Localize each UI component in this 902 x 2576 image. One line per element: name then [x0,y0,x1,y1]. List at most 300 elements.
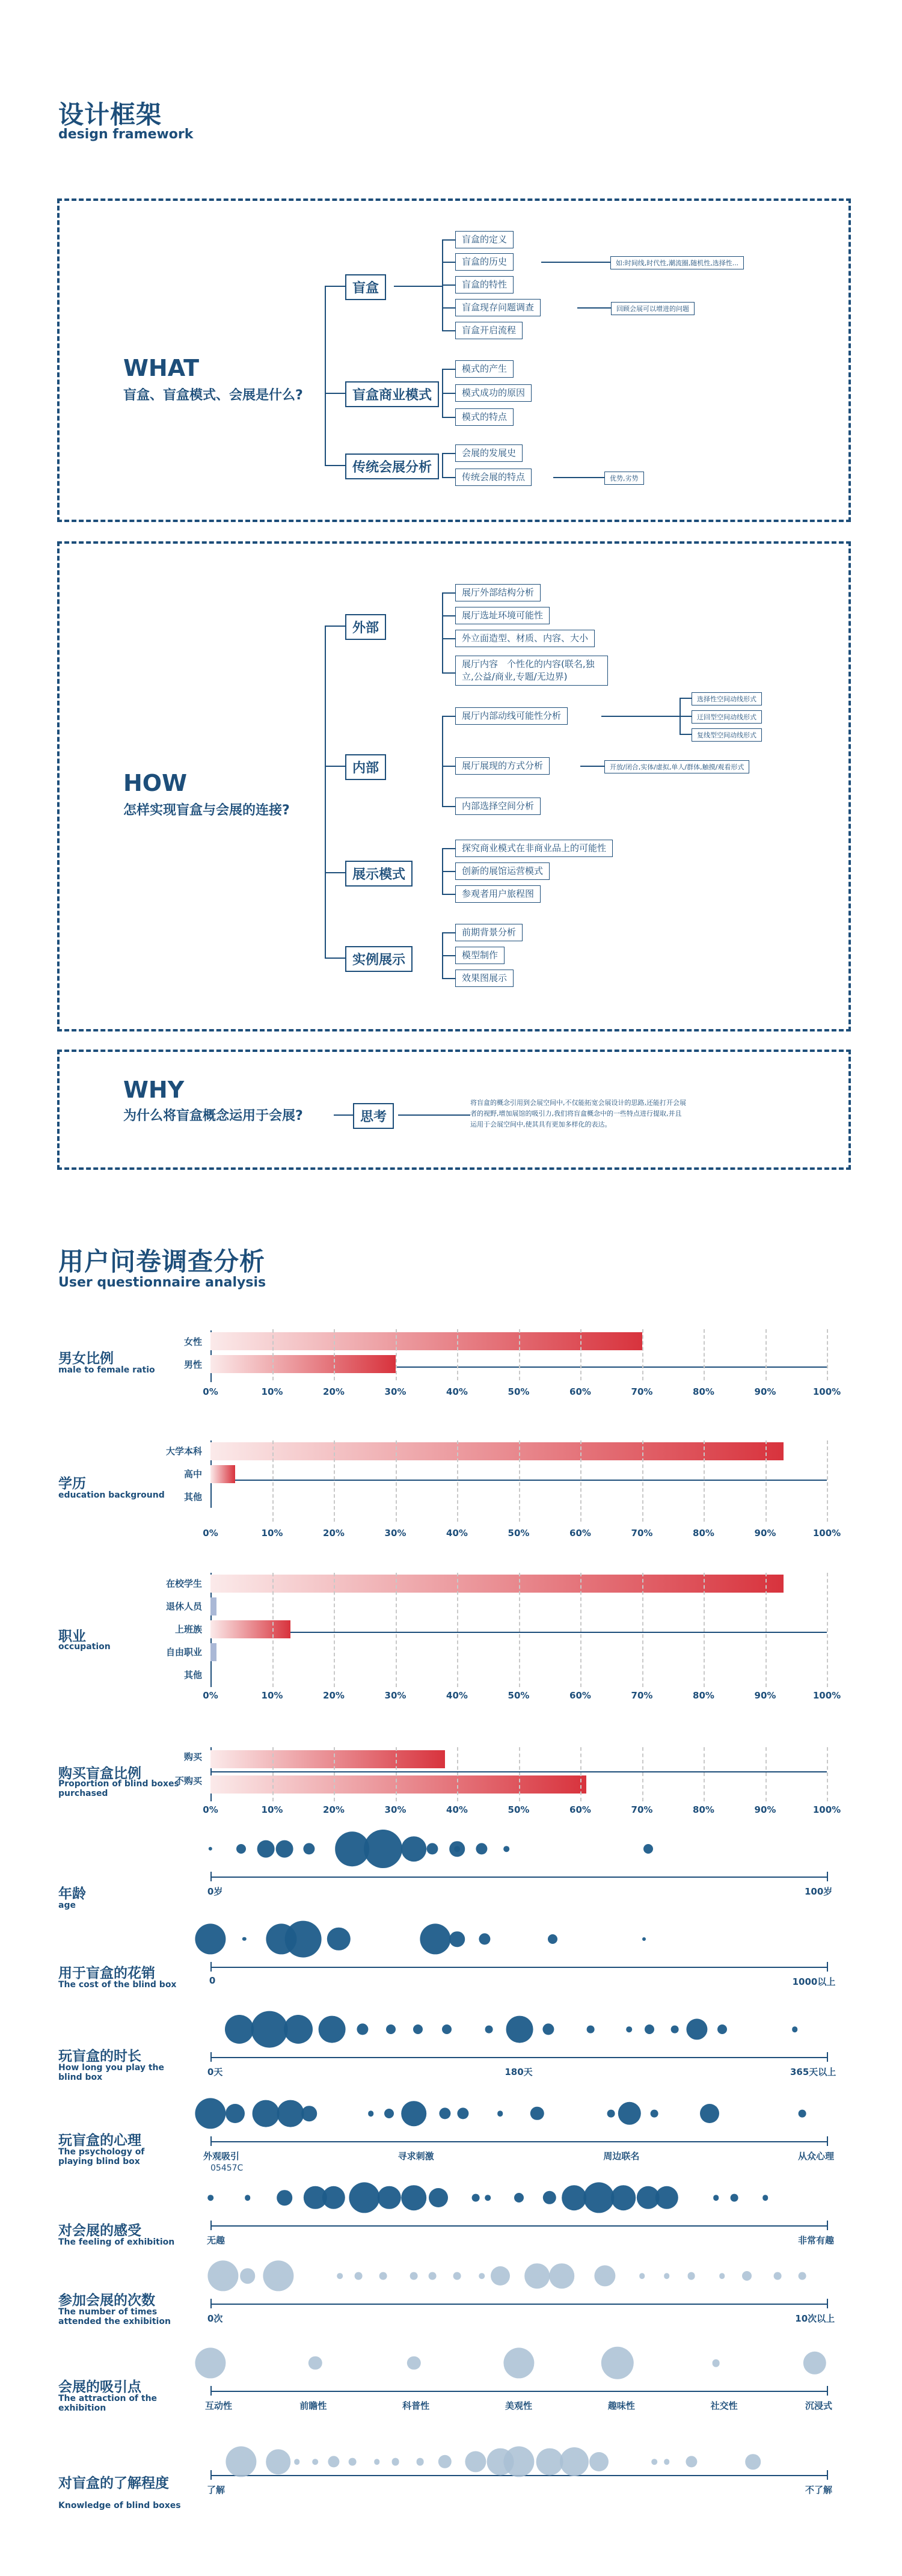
bubble-point [225,2015,254,2044]
grid-line [580,1440,581,1522]
axis-tick [827,2221,828,2230]
bubble-point [374,2459,380,2465]
bubble-point [686,2018,707,2040]
how-group-display-mode: 展示模式 [345,861,413,887]
bubble-point [642,1937,646,1941]
tree-line [442,672,455,674]
bubble-point [560,2447,589,2476]
tick-label: 40% [446,1528,468,1539]
bubble-point [651,2110,658,2118]
what-item: 模式成功的原因 [455,384,532,402]
grid-line [827,1440,828,1522]
tick-label: 100% [812,1690,841,1701]
bubble-point [209,1847,212,1851]
tick-label: 100% [812,1386,841,1397]
grid-line [704,1440,705,1522]
how-dynamic-item: 复线型空间动线形式 [692,728,762,742]
bubble-point [257,1840,275,1858]
grid-line [272,1747,274,1801]
tick-label: 70% [631,1386,653,1397]
chart-title: 职业 [58,1629,86,1644]
grid-line [580,1747,581,1801]
grid-line [642,1747,643,1801]
bubble-point [236,1844,246,1854]
tick-label: 0% [203,1386,218,1397]
how-item: 展厅内部动线可能性分析 [455,707,568,725]
x-axis [210,2141,827,2142]
tree-line [442,369,455,370]
tree-line [442,239,455,241]
x-axis [210,1877,827,1878]
tree-line [442,592,443,674]
how-display-note: 开放/闭合,实体/虚拟,单人/群体,触摸/观看形式 [604,760,749,773]
bubble-point [485,2195,491,2201]
bar-category: 不购买 [174,1775,202,1786]
bubble-point [713,2195,719,2201]
bar [210,1465,235,1483]
axis-tick [210,2221,212,2230]
grid-line [334,1747,335,1801]
how-item: 探究商业模式在非商业品上的可能性 [455,840,613,857]
chart-title: 学历 [58,1476,86,1492]
bubble-point [195,2098,226,2129]
tick-label: 40% [446,1386,468,1397]
bubble-point [384,2109,394,2118]
what-item: 盲盒开启流程 [455,322,523,339]
axis-label: 不了解 [805,2485,833,2495]
tree-line [442,453,443,477]
bubble-point [536,2448,563,2476]
tree-line [680,734,692,735]
how-item: 展厅内容 个性化的内容(联名,独立,公益/商业,专题/无边界) [455,656,608,686]
what-note: 如:时间线,时代性,潮流圈,随机性,选择性... [610,256,744,269]
bubble-point [386,2024,396,2034]
bubble-point [458,2107,469,2119]
bar [210,1597,216,1615]
bubble-point [294,2459,300,2465]
tick-label: 60% [569,1690,591,1701]
tree-line [325,465,345,466]
axis-tick [827,2299,828,2308]
grid-line [396,1440,397,1522]
tree-line [442,871,455,872]
tree-line [442,592,455,594]
bar-category: 其他 [183,1492,202,1502]
grid-line [580,1329,581,1380]
what-subtitle: 盲盒、盲盒模式、会展是什么? [123,388,303,403]
bar [210,1620,290,1638]
chart-subtitle: age [58,1901,76,1910]
bubble-point [416,2458,424,2466]
grid-line [334,1573,335,1687]
bubble-point [548,1934,557,1944]
tree-line [601,716,680,717]
tick-label: 0% [203,1690,218,1701]
bubble-point [401,1836,426,1861]
bubble-point [349,2182,380,2213]
bubble-point [542,2023,554,2035]
bubble-point [799,2110,806,2118]
tree-line [442,716,455,717]
tree-line [442,716,443,806]
chart-title: 男女比例 [58,1351,114,1366]
chart-title: 玩盲盒的时长 [58,2049,141,2064]
bubble-point [471,2194,479,2202]
axis-label: 互动性 [204,2400,233,2411]
how-item: 效果图展示 [455,970,514,987]
bubble-point [429,2272,437,2280]
tick-label: 70% [631,1528,653,1539]
bubble-point [497,2110,503,2116]
bubble-point [410,2272,418,2280]
how-dynamic-item: 选择性空间动线形式 [692,692,762,705]
tree-line [442,955,455,956]
axis-label: 10次以上 [795,2313,835,2324]
tick-label: 90% [754,1690,776,1701]
bubble-point [799,2272,806,2280]
tree-line [325,626,326,958]
bubble-point [438,2455,451,2468]
bubble-point [319,2016,346,2043]
bubble-point [491,2266,510,2286]
what-item: 会展的发展史 [455,444,523,462]
bubble-point [506,2016,533,2043]
bubble-point [301,2106,317,2121]
tree-line [394,286,442,287]
bubble-point [277,2100,304,2127]
tree-line [442,615,455,616]
grid-line [396,1573,397,1687]
what-note: 回顾会展可以增进的问题 [611,302,695,315]
axis-label: 外观吸引 [203,2151,240,2162]
axis-tick [827,1872,828,1881]
tree-line [541,262,610,263]
bubble-point [449,1931,465,1947]
bubble-point [503,2446,534,2477]
x-axis [210,2391,827,2392]
bar [210,1575,784,1593]
bubble-point [449,1841,465,1857]
tick-label: 20% [323,1528,345,1539]
bubble-point [266,2449,291,2474]
bubble-point [242,1937,246,1941]
tree-line [334,1114,353,1116]
how-group-interior: 内部 [345,754,386,780]
bubble-point [328,2456,339,2467]
bar [210,1775,586,1794]
bubble-point [762,2195,769,2201]
how-item: 展厅外部结构分析 [455,584,541,601]
x-axis [210,1967,827,1968]
grid-line [704,1329,705,1380]
grid-line [519,1747,520,1801]
tick-label: 90% [754,1528,776,1539]
grid-line [519,1573,520,1687]
what-item: 盲盒现存问题调查 [455,299,541,316]
tree-line [442,766,455,767]
axis-tick [827,2386,828,2396]
what-group-business-model: 盲盒商业模式 [345,381,439,407]
bubble-point [453,2272,461,2280]
bubble-point [803,2352,826,2375]
tree-line [325,286,345,287]
axis-label: 周边联名 [603,2151,640,2162]
axis-label: 前瞻性 [299,2400,327,2411]
tree-line [577,307,611,309]
bubble-point [195,2347,226,2378]
bar-category: 男性 [183,1359,202,1370]
chart-title: 会展的吸引点 [58,2379,141,2395]
grid-line [457,1329,458,1380]
chart-subtitle: Proportion of blind boxes purchased [58,1779,179,1798]
tick-label: 0% [203,1804,218,1815]
tick-label: 50% [508,1528,530,1539]
axis-tick [210,2052,212,2062]
axis-label: 180天 [505,2067,533,2077]
tick-label: 80% [693,1804,714,1815]
tick-label: 10% [261,1804,283,1815]
tick-label: 50% [508,1386,530,1397]
tick-label: 20% [323,1804,345,1815]
bubble-point [774,2272,782,2280]
bar-category: 上班族 [174,1624,202,1635]
how-item: 内部选择空间分析 [455,798,541,815]
bubble-point [263,2260,293,2291]
axis-tick [827,1962,828,1972]
bubble-point [485,2026,493,2033]
bubble-point [664,2273,670,2279]
grid-line [272,1440,274,1522]
grid-line [580,1573,581,1687]
what-item: 模式的特点 [455,408,514,426]
bubble-point [337,2273,343,2279]
bubble-point [719,2273,725,2279]
grid-line [704,1573,705,1687]
bubble-point [530,2107,544,2120]
bubble-point [303,1843,314,1854]
bubble-point [717,2024,727,2034]
bubble-point [439,2107,450,2119]
axis-tick [827,2136,828,2146]
bar-category: 购买 [183,1751,202,1762]
bubble-point [586,2026,594,2033]
chart-subtitle: The attraction of the exhibition [58,2394,158,2413]
tick-label: 50% [508,1804,530,1815]
bar-category: 其他 [183,1670,202,1680]
grid-line [765,1747,767,1801]
tree-line [442,806,455,807]
how-group-examples: 实例展示 [345,946,413,972]
bubble-point [601,2347,633,2379]
axis-label: 美观性 [505,2400,533,2411]
axis-label: 从众心理 [797,2151,835,2162]
bar [210,1332,642,1350]
bubble-point [401,2101,426,2126]
axis-label: 1000以上 [792,1976,836,1987]
bubble-point [442,2024,452,2034]
axis-tick [827,2052,828,2062]
what-question: WHAT [123,355,200,381]
bar-category: 高中 [183,1469,202,1480]
grid-line [827,1747,828,1801]
bubble-point [277,2190,292,2206]
what-item: 传统会展的特点 [455,469,532,486]
bubble-point [549,2263,574,2289]
axis-tick [210,2470,212,2480]
axis-label: 科普性 [402,2400,430,2411]
bubble-point [420,1923,451,1954]
tree-line [398,1114,470,1116]
grid-line [396,1747,397,1801]
grid-line [827,1573,828,1687]
bar-category: 女性 [183,1336,202,1347]
bubble-point [742,2271,752,2281]
bubble-point [357,2023,368,2035]
survey-title: 用户问卷调查分析 [58,1247,266,1276]
grid-line [642,1329,643,1380]
x-axis [210,2225,827,2227]
tick-label: 10% [261,1386,283,1397]
bubble-point [543,2191,556,2204]
what-group-traditional-exhibition: 传统会展分析 [345,453,439,479]
tree-line [442,638,455,639]
how-item: 展厅选址环境可能性 [455,607,550,624]
how-item: 创新的展馆运营模式 [455,862,550,880]
grid-line [765,1329,767,1380]
bubble-point [627,2026,633,2032]
bubble-point [700,2104,719,2123]
bubble-point [686,2456,697,2467]
bubble-point [308,2356,322,2370]
chart-subtitle: The psychology of playing blind box [58,2147,145,2166]
how-item: 展厅展现的方式分析 [455,757,550,775]
bubble-point [607,2110,615,2118]
tick-label: 30% [384,1528,407,1539]
tick-label: 70% [631,1804,653,1815]
bubble-point [664,2459,670,2465]
what-item: 盲盒的特性 [455,276,514,294]
framework-title: 设计框架 [58,100,162,129]
bubble-point [226,2446,257,2477]
bubble-point [524,2263,550,2289]
why-thinking: 思考 [353,1103,394,1129]
bubble-point [251,2011,288,2048]
bubble-point [322,2186,345,2209]
bubble-point [207,2260,238,2291]
axis-label: 非常有趣 [797,2235,835,2246]
how-item: 外立面造型、材质、内容、大小 [455,630,595,647]
tree-line [442,894,455,895]
tick-label: 50% [508,1690,530,1701]
tree-line [442,393,455,394]
bubble-note: 05457C [210,2163,244,2173]
bubble-point [503,1846,509,1852]
tree-line [325,626,345,627]
bubble-point [503,2347,534,2378]
chart-title: 对盲盒的了解程度 [58,2476,169,2491]
bubble-point [378,2186,400,2209]
chart-subtitle: male to female ratio [58,1365,155,1375]
grid-line [457,1747,458,1801]
bubble-point [589,2452,609,2471]
bubble-point [240,2268,256,2284]
bubble-point [312,2459,318,2465]
tick-label: 60% [569,1528,591,1539]
bubble-point [745,2454,761,2470]
tick-label: 80% [693,1690,714,1701]
chart-title: 玩盲盒的心理 [58,2133,141,2148]
bubble-point [687,2272,695,2280]
bar [210,1442,784,1460]
what-item: 模式的产生 [455,360,514,378]
axis-label: 沉浸式 [805,2400,833,2411]
bubble-point [611,2185,636,2210]
axis-label: 365天以上 [790,2067,836,2077]
bubble-point [364,1830,402,1868]
bubble-point [327,1928,350,1950]
axis-label: 社交性 [710,2400,738,2411]
bubble-point [465,2451,486,2472]
how-item: 参观者用户旅程图 [455,885,541,903]
bubble-point [476,1843,487,1854]
grid-line [765,1440,767,1522]
grid-line [827,1329,828,1380]
bubble-point [207,2195,213,2201]
bubble-point [479,1933,491,1944]
bubble-point [731,2194,738,2202]
bubble-point [245,2195,251,2201]
axis-label: 0岁 [207,1886,223,1897]
grid-line [334,1440,335,1522]
bar [210,1355,396,1373]
bubble-point [514,2193,524,2203]
bubble-point [391,2458,399,2466]
grid-line [272,1573,274,1687]
tree-line [442,417,455,418]
bubble-point [479,2273,485,2279]
what-note: 优势,劣势 [604,472,644,485]
how-group-exterior: 外部 [345,614,386,640]
survey-subtitle: User questionnaire analysis [58,1275,266,1290]
bubble-point [413,2024,423,2034]
grid-line [519,1440,520,1522]
tree-line [442,932,455,933]
tree-line [680,698,692,699]
tree-line [442,262,455,263]
chart-subtitle: How long you play the blind box [58,2063,164,2082]
chart-title: 购买盲盒比例 [58,1766,141,1781]
chart-subtitle: occupation [58,1642,111,1652]
axis-tick [210,2299,212,2308]
bubble-point [792,2026,798,2032]
axis-tick [210,1872,212,1881]
chart-subtitle: The cost of the blind box [58,1980,177,1990]
how-question: HOW [123,770,188,796]
tick-label: 20% [323,1690,345,1701]
how-item: 前期背景分析 [455,924,523,941]
bubble-point [618,2102,641,2125]
bubble-point [407,2356,420,2370]
tick-label: 100% [812,1804,841,1815]
chart-subtitle: education background [58,1490,165,1500]
chart-title: 年龄 [58,1886,86,1902]
bubble-point [583,2182,614,2213]
bar [210,1750,445,1768]
bubble-point [429,2188,448,2207]
tick-label: 10% [261,1690,283,1701]
why-subtitle: 为什么将盲盒概念运用于会展? [123,1108,303,1124]
bar-category: 大学本科 [165,1446,202,1457]
